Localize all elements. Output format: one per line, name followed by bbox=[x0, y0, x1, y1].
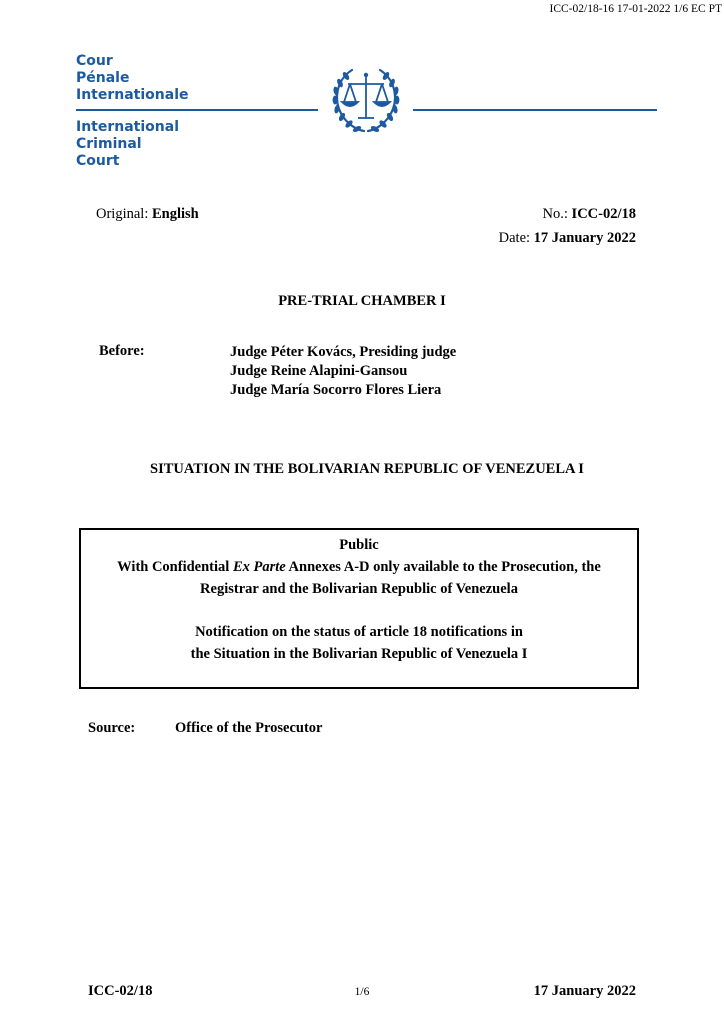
judge-second: Judge Reine Alapini-Gansou bbox=[230, 363, 408, 379]
judge-third: Judge María Socorro Flores Liera bbox=[230, 382, 442, 398]
footer-case-number: ICC-02/18 bbox=[88, 983, 153, 999]
document-title-line-1: Notification on the status of article 18 notifications in bbox=[195, 624, 523, 640]
case-number bbox=[543, 206, 636, 223]
judge-presiding: Judge Péter Kovács, Presiding judge bbox=[230, 344, 457, 360]
before-label: Before: bbox=[99, 343, 145, 359]
ex-parte-text: Ex Parte bbox=[232, 559, 286, 575]
logo-line-court: Court bbox=[76, 153, 120, 169]
logo-line-criminal: Criminal bbox=[76, 136, 142, 152]
confidential-post: Annexes A-D only available to the Prosecution, the bbox=[285, 559, 601, 575]
original-label: Original: bbox=[96, 206, 152, 222]
logo-divider-left bbox=[76, 109, 318, 111]
logo-text-english bbox=[76, 119, 179, 170]
classification: Public bbox=[339, 537, 379, 553]
logo-line-penale: Pénale bbox=[76, 70, 130, 86]
document-title-box bbox=[79, 528, 639, 689]
chamber-heading: PRE-TRIAL CHAMBER I bbox=[278, 293, 446, 309]
logo-divider-right bbox=[413, 109, 657, 111]
footer-date: 17 January 2022 bbox=[533, 983, 636, 999]
case-number-label: No.: bbox=[542, 206, 572, 222]
confidential-annex-line-2: Registrar and the Bolivarian Republic of Venezuela bbox=[200, 581, 518, 597]
original-value: English bbox=[151, 206, 199, 222]
logo-line-international: International bbox=[76, 119, 180, 135]
document-date bbox=[499, 230, 636, 247]
logo-line-cour: Cour bbox=[76, 53, 113, 69]
logo-text-french bbox=[76, 53, 189, 104]
footer-page-number: 1/6 bbox=[354, 986, 370, 998]
case-number-value: ICC-02/18 bbox=[571, 206, 636, 222]
confidential-pre: With Confidential bbox=[117, 559, 233, 575]
confidential-annex-line-1 bbox=[81, 556, 637, 578]
judges-list bbox=[230, 343, 456, 400]
logo-line-internationale: Internationale bbox=[76, 87, 189, 103]
document-stamp: ICC-02/18-16 17-01-2022 1/6 EC PT bbox=[549, 3, 722, 15]
date-label: Date: bbox=[498, 230, 534, 246]
scales-of-justice-emblem-icon bbox=[322, 62, 410, 136]
situation-heading: SITUATION IN THE BOLIVARIAN REPUBLIC OF VENEZUELA I bbox=[150, 461, 584, 477]
source-value: Office of the Prosecutor bbox=[175, 720, 323, 736]
document-title-line-2: the Situation in the Bolivarian Republic of Venezuela I bbox=[190, 646, 528, 662]
original-language bbox=[96, 206, 199, 223]
date-value: 17 January 2022 bbox=[533, 230, 636, 246]
source-label: Source: bbox=[88, 720, 136, 736]
